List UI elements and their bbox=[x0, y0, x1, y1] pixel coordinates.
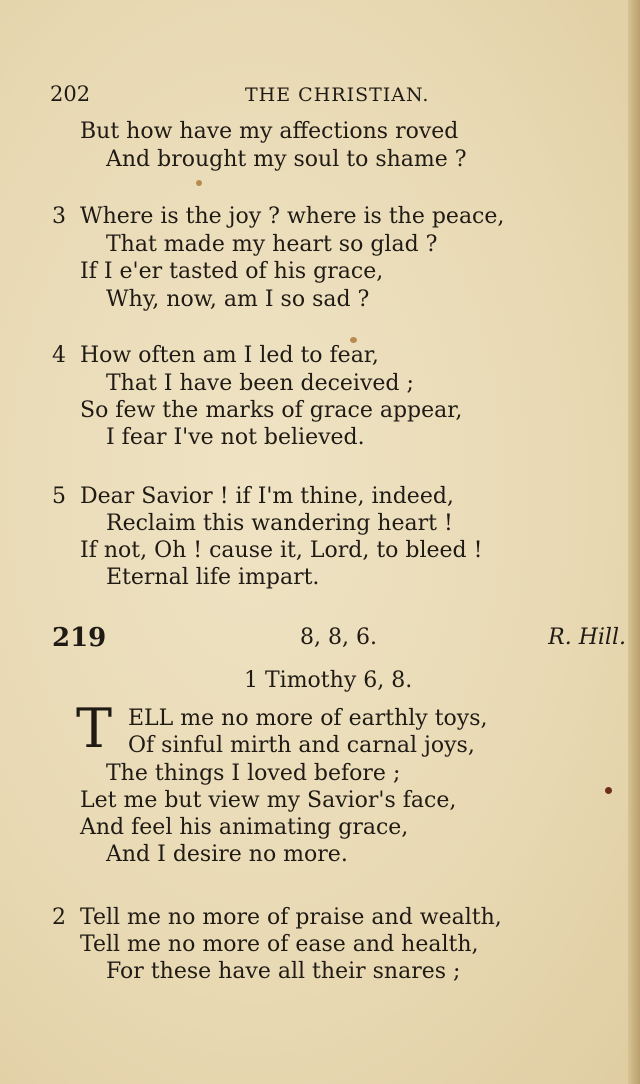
verse-line: Of sinful mirth and carnal joys, bbox=[128, 733, 475, 758]
drop-cap: T bbox=[76, 697, 113, 760]
stanza-number: 3 bbox=[52, 204, 66, 229]
hymn-number: 219 bbox=[52, 623, 107, 653]
foxing-spot bbox=[196, 180, 202, 186]
verse-line: And I desire no more. bbox=[106, 842, 348, 867]
verse-line: Tell me no more of ease and health, bbox=[80, 932, 479, 957]
verse-line: I fear I've not believed. bbox=[106, 425, 365, 450]
page-edge bbox=[628, 0, 640, 1084]
verse-line: That made my heart so glad ? bbox=[106, 232, 438, 257]
verse-line: If not, Oh ! cause it, Lord, to bleed ! bbox=[80, 538, 483, 563]
verse-line: Reclaim this wandering heart ! bbox=[106, 511, 453, 536]
verse-line: How often am I led to fear, bbox=[80, 343, 379, 368]
verse-line: If I e'er tasted of his grace, bbox=[80, 259, 384, 284]
verse-line: And brought my soul to shame ? bbox=[106, 147, 467, 172]
hymn-author: R. Hill. bbox=[548, 625, 626, 650]
page-header bbox=[50, 82, 600, 112]
verse-line: But how have my affections roved bbox=[80, 119, 459, 144]
verse-line: Where is the joy ? where is the peace, bbox=[80, 204, 505, 229]
foxing-spot bbox=[605, 787, 612, 794]
verse-line: Tell me no more of praise and wealth, bbox=[80, 905, 502, 930]
verse-line: So few the marks of grace appear, bbox=[80, 398, 463, 423]
verse-line: The things I loved before ; bbox=[106, 761, 401, 786]
stanza-number: 5 bbox=[52, 484, 66, 509]
verse-line: That I have been deceived ; bbox=[106, 371, 414, 396]
verse-line: Why, now, am I so sad ? bbox=[106, 287, 370, 312]
verse-line: For these have all their snares ; bbox=[106, 959, 461, 984]
scripture-reference: 1 Timothy 6, 8. bbox=[244, 668, 413, 693]
verse-line: ELL me no more of earthly toys, bbox=[128, 706, 488, 731]
page-number: 202 bbox=[50, 82, 91, 106]
hymn-meter: 8, 8, 6. bbox=[300, 625, 377, 650]
running-title: THE CHRISTIAN. bbox=[245, 84, 430, 106]
verse-line: Eternal life impart. bbox=[106, 565, 320, 590]
verse-line: And feel his animating grace, bbox=[80, 815, 409, 840]
verse-line: Let me but view my Savior's face, bbox=[80, 788, 457, 813]
stanza-number: 2 bbox=[52, 905, 66, 930]
verse-line: Dear Savior ! if I'm thine, indeed, bbox=[80, 484, 454, 509]
stanza-number: 4 bbox=[52, 343, 66, 368]
